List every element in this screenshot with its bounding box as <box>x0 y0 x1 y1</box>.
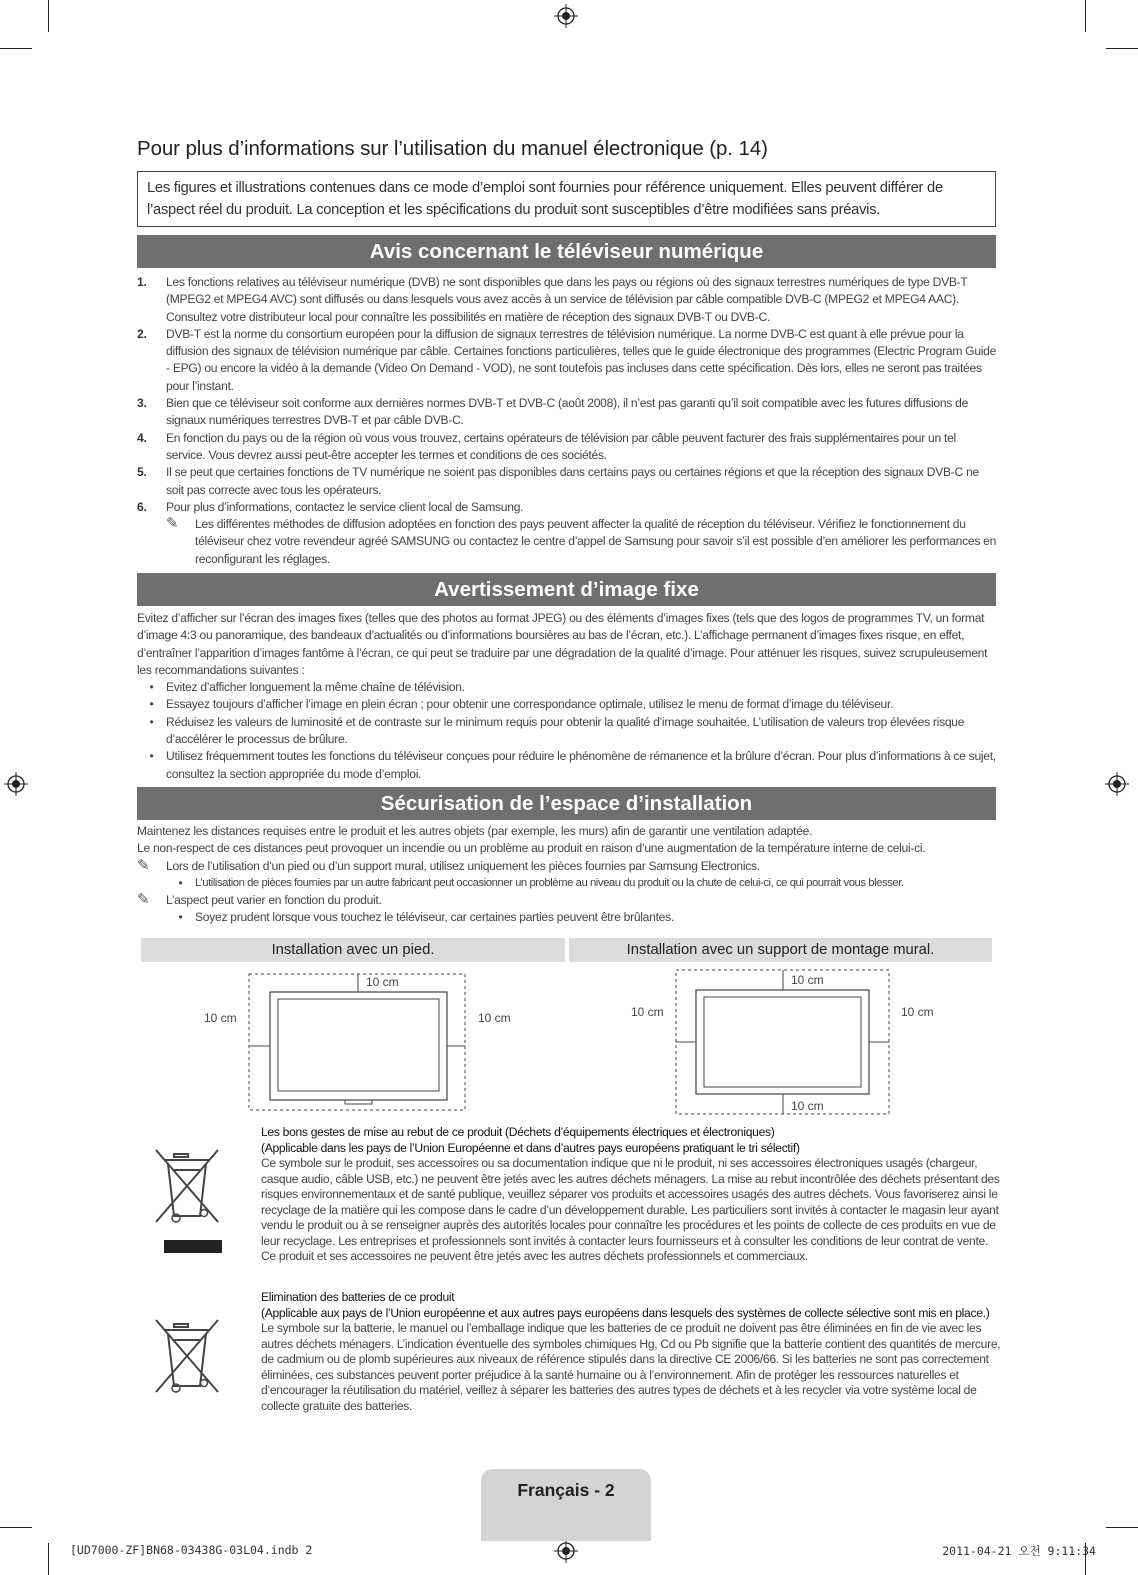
registration-mark-icon <box>554 4 578 28</box>
registration-mark-icon <box>1105 772 1129 796</box>
note <box>137 858 997 875</box>
still-image-paragraph: Evitez d’afficher sur l’écran des images fixes (telles que des photos au format JPEG) ou des éléments d’images fixes (tels que des logos de programmes TV, un format d’image 4:3 ou panoramique, des bandeaux d’actualités ou d’informations boursières au bas de l’écran, etc.). L’affichage permanent d’images fixes risque, en effet, d’entraîner l’apparition d’images fantôme à l’écran, ce qui peut se traduire par une dégradation de la qualité d’image. Pour atténuer les risques, suivez scrupuleusement les recommandations suivantes : <box>137 611 988 677</box>
bullet-icon: • <box>178 910 183 925</box>
list-item <box>137 274 997 326</box>
crop-mark <box>48 1543 49 1575</box>
page-number-label: Français - 2 <box>517 1480 615 1500</box>
right-distance-label: 10 cm <box>478 1011 511 1025</box>
registration-mark-icon <box>554 1539 578 1563</box>
crop-mark <box>1106 1527 1138 1528</box>
pencil-note-icon: ✎ <box>137 856 150 874</box>
list-item <box>137 499 997 516</box>
item-number: 4. <box>137 430 147 445</box>
page-title: Pour plus d’informations sur l’utilisation du manuel électronique (p. 14) <box>137 137 768 160</box>
wall-installation-diagram <box>620 966 960 1118</box>
weee-disposal-block <box>261 1125 1001 1265</box>
list-item <box>137 464 997 499</box>
page-number-tab <box>481 1469 651 1541</box>
item-number: 3. <box>137 396 147 411</box>
bullet-text: Soyez prudent lorsque vous touchez le téléviseur, car certaines parties peuvent être brûlantes. <box>195 910 674 925</box>
weee-subtitle: (Applicable dans les pays de l’Union Européenne et dans d’autres pays européens pratiquant le tri sélectif) <box>261 1140 800 1155</box>
bullet-icon: • <box>178 875 183 890</box>
left-distance-label: 10 cm <box>204 1011 237 1025</box>
item-number: 2. <box>137 326 147 341</box>
section-heading-installation: Sécurisation de l’espace d’installation <box>137 787 996 820</box>
item-text: Les fonctions relatives au téléviseur numérique (DVB) ne sont disponibles que dans les pays ou régions où des signaux terrestres numériques de type DVB-T (MPEG2 et MPEG4 AVC) sont diffusés ou dans lesquels vous avez accès à un service de télévision par câble compatible DVB-C (MPEG2 et MPEG4 AAC). Consultez votre distributeur local pour connaître les possibilités en matière de réception des signaux DVB-T ou DVB-C. <box>166 275 968 324</box>
bullet-icon: • <box>149 749 154 764</box>
note-text: L’aspect peut varier en fonction du produit. <box>166 893 382 908</box>
item-number: 6. <box>137 499 147 514</box>
bullet-icon: • <box>149 680 154 695</box>
pencil-note-icon: ✎ <box>137 891 150 909</box>
top-distance-label: 10 cm <box>791 973 824 987</box>
crop-mark <box>0 48 32 49</box>
registration-mark-icon <box>4 772 28 796</box>
weee-body: Ce symbole sur le produit, ses accessoires ou sa documentation indique que ni le produit, ni ses accessoires électroniques usagés (chargeur, casque audio, câble USB, etc.) ne peuvent être jetés avec les autres déchets ménagers. La mise au rebut incontrôlée des déchets présentant des risques environnementaux et de santé publique, veuillez séparer vos produits et accessoires usagés des autres déchets. Vous favoriserez ainsi le recyclage de la matière qui les compose dans le cadre d’un développement durable. Les particuliers sont invités à contacter le magasin leur ayant vendu le produit ou à se renseigner auprès des autorités locales pour connaître les procédures et les points de collecte de ces produits en vue de leur recyclage. Les entreprises et professionnels sont invités à contacter leurs fournisseurs et à consulter les conditions de leur contrat de vente. Ce produit et ses accessoires ne peuvent être jetés avec les autres déchets professionnels et commerciaux. <box>261 1156 1000 1263</box>
list-item <box>137 395 997 430</box>
item-text: Pour plus d’informations, contactez le service client local de Samsung. <box>166 499 524 514</box>
list-item <box>137 696 997 713</box>
wall-installation-heading: Installation avec un support de montage mural. <box>569 938 992 962</box>
bottom-distance-label: 10 cm <box>791 1099 824 1113</box>
list-item <box>137 679 997 696</box>
battery-title: Elimination des batteries de ce produit <box>261 1290 455 1304</box>
list-item <box>137 909 997 926</box>
list-item <box>137 430 997 465</box>
installation-line: Le non-respect de ces distances peut provoquer un incendie ou un problème au produit en raison d’une augmentation de la température interne de celui-ci. <box>137 841 926 856</box>
list-item <box>137 748 997 783</box>
section-heading-digital: Avis concernant le téléviseur numérique <box>137 235 996 268</box>
disclaimer-box <box>137 171 996 227</box>
digital-notice-list <box>137 274 997 568</box>
item-number: 5. <box>137 465 147 480</box>
item-text: Il se peut que certaines fonctions de TV numérique ne soient pas disponibles dans certains pays ou certaines régions et que la réception des signaux DVB-C ne soit pas correcte avec tous les opérateurs. <box>166 465 979 497</box>
weee-title: Les bons gestes de mise au rebut de ce produit (Déchets d’équipements électriques et électroniques) <box>261 1125 775 1139</box>
note <box>137 892 997 909</box>
battery-subtitle: (Applicable aux pays de l’Union européenne et aux autres pays européens dans lesquels des systèmes de collecte sélective sont mis en place.) <box>261 1305 990 1320</box>
crop-mark <box>48 0 49 32</box>
bullet-text: Réduisez les valeurs de luminosité et de contraste sur le minimum requis pour obtenir la qualité d’image souhaitée. L’utilisation de valeurs trop élevées risque d’accélérer le processus de brûlure. <box>166 714 965 747</box>
crop-mark <box>0 1527 32 1528</box>
section-heading-still-image: Avertissement d’image fixe <box>137 573 996 606</box>
left-distance-label: 10 cm <box>631 1005 664 1019</box>
installation-line: Maintenez les distances requises entre le produit et les autres objets (par exemple, les murs) afin de garantir une ventilation adaptée. <box>137 824 813 838</box>
print-slug-file: [UD7000-ZF]BN68-03438G-03L04.indb 2 <box>70 1543 313 1557</box>
item-text: En fonction du pays ou de la région où vous vous trouvez, certains opérateurs de télévision par câble peuvent facturer des frais supplémentaires pour un tel service. Vous devrez aussi peut-être accepter les termes et conditions de ces sociétés. <box>166 430 956 462</box>
bullet-text: Utilisez fréquemment toutes les fonctions du téléviseur conçues pour réduire le phénomène de rémanence et la brûlure d’écran. Pour plus d’informations à ce sujet, consultez la section appropriée du mode d’emploi. <box>166 749 996 781</box>
note <box>137 516 997 568</box>
list-item <box>137 714 997 749</box>
stand-installation-diagram <box>190 966 530 1112</box>
installation-content <box>137 823 997 927</box>
bullet-text: Essayez toujours d’afficher l’image en plein écran ; pour obtenir une correspondance optimale, utilisez le menu de format d’image du téléviseur. <box>166 697 894 712</box>
note-text: Les différentes méthodes de diffusion adoptées en fonction des pays peuvent affecter la qualité de réception du téléviseur. Vérifiez le fonctionnement du téléviseur chez votre revendeur agréé SAMSUNG ou contactez le centre d’appel de Samsung pour savoir s’il est possible d’en améliorer les performances en reconfigurant les réglages. <box>195 517 997 566</box>
disclaimer-text: Les figures et illustrations contenues dans ce mode d’emploi sont fournies pour référence uniquement. Elles peuvent différer de l’aspect réel du produit. La conception et les spécifications du produit sont susceptibles d’être modifiées sans préavis. <box>147 180 943 218</box>
crop-mark <box>1085 0 1086 32</box>
item-text: DVB-T est la norme du consortium européen pour la diffusion de signaux terrestres de télévision numérique. La norme DVB-C est quant à elle prévue pour la diffusion des signaux de télévision numérique par câble. Certaines fonctions particulières, telles que le guide électronique des programmes (Electric Program Guide - EPG) ou encore la vidéo à la demande (Video On Demand - VOD), ne sont toutefois pas incluses dans cette spécification. Dès lors, elles ne seront pas traitées pour l’instant. <box>166 326 997 393</box>
crossed-out-bin-icon <box>154 1146 222 1256</box>
bullet-text: L’utilisation de pièces fournies par un autre fabricant peut occasionner un problème au niveau du produit ou la chute de celui-ci, ce qui pourrait vous blesser. <box>195 876 904 889</box>
bullet-icon: • <box>149 714 154 729</box>
note-text: Lors de l’utilisation d’un pied ou d’un support mural, utilisez uniquement les pièces fournies par Samsung Electronics. <box>166 858 760 873</box>
item-number: 1. <box>137 275 147 289</box>
crossed-out-battery-bin-icon <box>154 1316 222 1400</box>
pencil-note-icon: ✎ <box>166 515 179 533</box>
battery-body: Le symbole sur la batterie, le manuel ou l’emballage indique que les batteries de ce produit ne doivent pas être éliminées en fin de vie avec les autres déchets ménagers. L’indication éventuelle des symboles chimiques Hg, Cd ou Pb signifie que la batterie contient des quantités de mercure, de cadmium ou de plomb supérieures aux niveaux de référence stipulés dans la directive CE 2006/66. Si les batteries ne sont pas correctement éliminées, ces substances peuvent porter préjudice à la santé humaine ou à l’environnement. Afin de protéger les ressources naturelles et d’encourager la réutilisation du matériel, veillez à séparer les batteries des autres types de déchets et à les recycler via votre système local de collecte gratuite des batteries. <box>261 1321 1001 1413</box>
list-item <box>137 326 997 395</box>
still-image-content <box>137 610 997 783</box>
top-distance-label: 10 cm <box>366 975 399 989</box>
item-text: Bien que ce téléviseur soit conforme aux dernières normes DVB-T et DVB-C (août 2008), il n’est pas garanti qu’il soit compatible avec les futures diffusions de signaux numériques terrestres DVB-T et par câble DVB-C. <box>166 396 969 428</box>
crop-mark <box>1106 48 1138 49</box>
stand-installation-heading: Installation avec un pied. <box>141 938 565 962</box>
bullet-icon: • <box>149 697 154 712</box>
bullet-text: Evitez d’afficher longuement la même chaîne de télévision. <box>166 680 465 695</box>
print-slug-date: 2011-04-21 오전 9:11:34 <box>942 1544 1096 1558</box>
right-distance-label: 10 cm <box>901 1005 934 1019</box>
battery-disposal-block <box>261 1290 1001 1414</box>
list-item <box>137 875 997 892</box>
